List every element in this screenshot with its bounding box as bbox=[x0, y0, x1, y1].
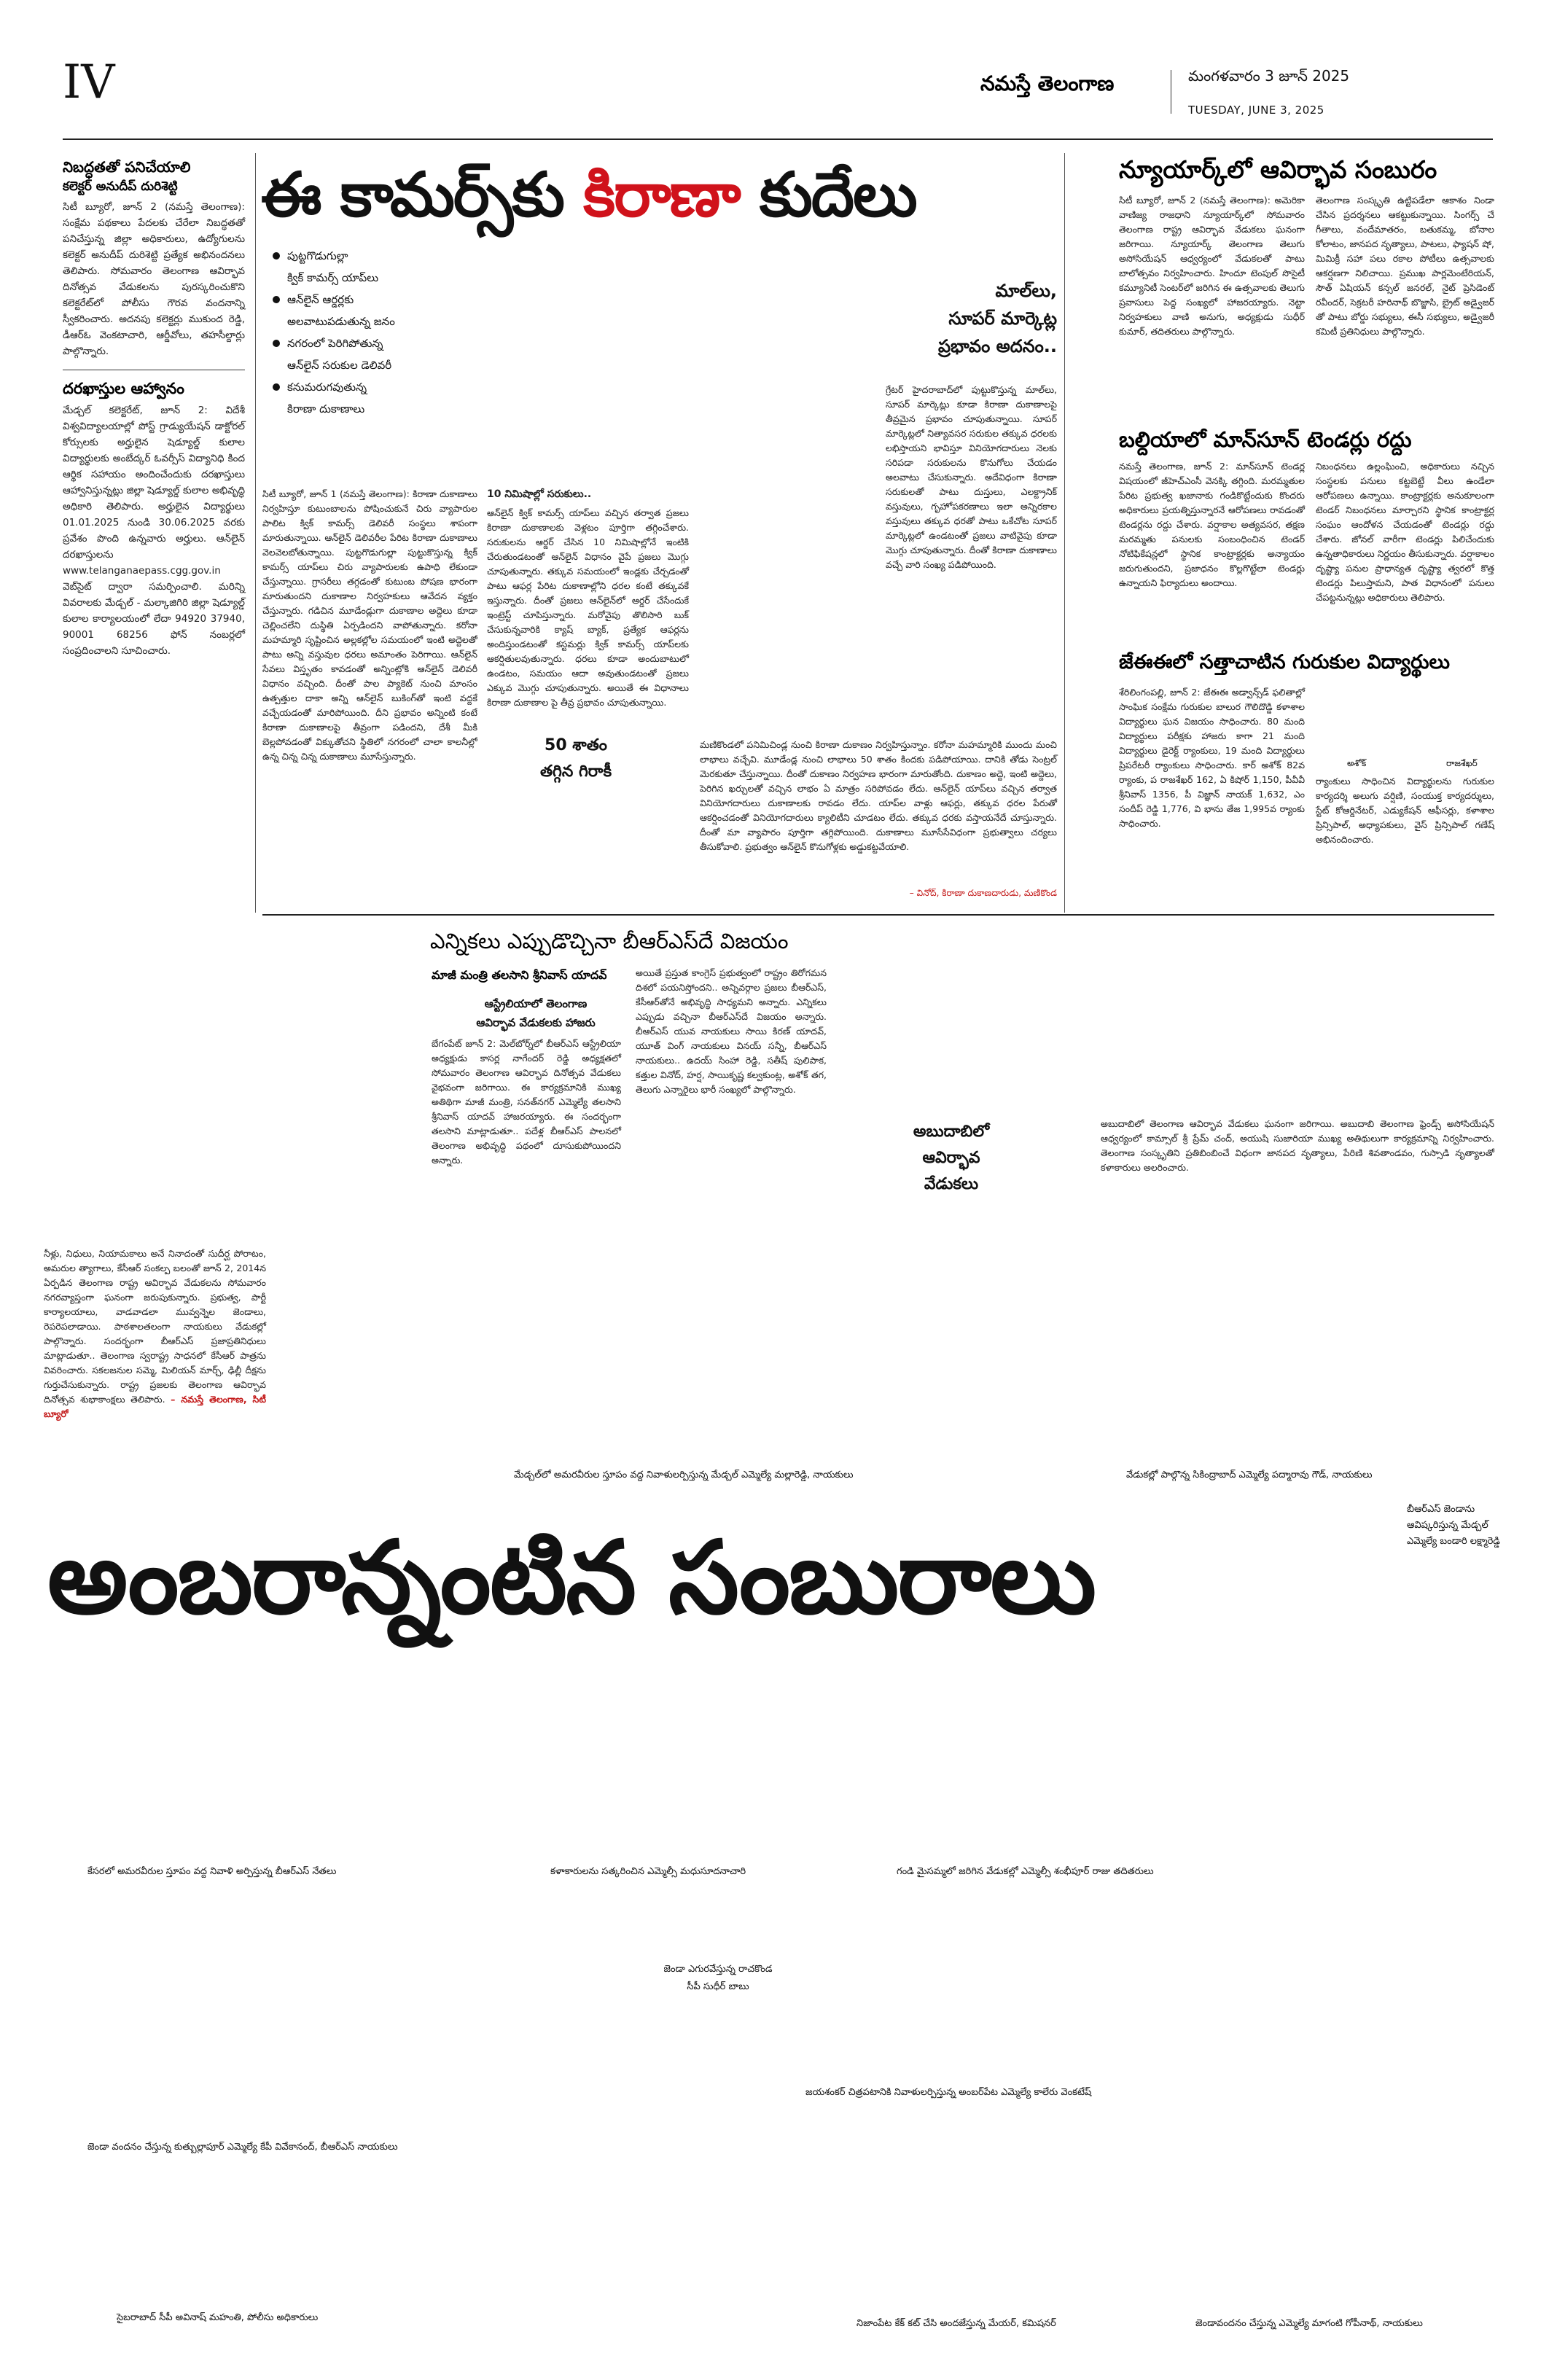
lead-attribution: – వినోద్, కిరాణా దుకాణదారుడు, మణికొండ bbox=[909, 888, 1057, 898]
right-headline-3: జేఈఈలో సత్తాచాటిన గురుకుల విద్యార్థులు bbox=[1119, 651, 1450, 674]
lead-headline-part1: ఈ కామర్స్‌కు bbox=[261, 159, 584, 230]
mid-col-a-text: బేగంపేట్ జూన్ 2: మెల్‌బోర్న్‌లో బీఆర్ఎస్ ఆస్ట్రేలియా అధ్యక్షుడు కాసర్ల నాగేందర్ రెడ్డి అధ్యక్షతలో సోమవారం తెలంగాణ ఆవిర్భావ దినోత్సవ వేడుకలు వైభవంగా జరిగాయి. ఈ కార్యక్రమానికి ముఖ్య అతిథిగా మాజీ మంత్రి, సనత్‌నగర్ ఎమ్మెల్యే తలసాని శ్రీనివాస్ యాదవ్ హాజరయ్యారు. ఈ సందర్భంగా తలసాని మాట్లాడుతూ.. పదేళ్ల బీఆర్ఎస్ పాలనలో తెలంగాణ అభివృద్ధి పథంలో దూసుకుపోయిందని అన్నారు. bbox=[432, 1038, 621, 1166]
lead-bullet-4: కనుమరుగవుతున్న కిరాణా దుకాణాలు bbox=[271, 376, 512, 420]
date-english: TUESDAY, JUNE 3, 2025 bbox=[1188, 104, 1324, 117]
right-headline-2: బల్దియాలో మాన్‌సూన్ టెండర్లు రద్దు bbox=[1119, 427, 1412, 452]
mid-subhead-2 bbox=[452, 994, 620, 1032]
left-story-2-text: మేడ్చల్ కలెక్టరేట్, జూన్ 2: విదేశీ విశ్వవిద్యాలయాల్లో పోస్ట్ గ్రాడ్యుయేషన్ డాక్టోరల్ కోర్సులకు అర్హులైన షెడ్యూల్డ్ కులాల విద్యార్థులకు అంబేద్కర్ ఓవర్సీస్ విద్యానిధి కింద ఆర్థిక సహాయం అందించేందుకు దరఖాస్తులు ఆహ్వానిస్తున్నట్లు జిల్లా షెడ్యూల్డ్ కులాల అభివృద్ధి అధికారి తెలిపారు. అర్హులైన విద్యార్థులు 01.01.2025 నుండి 30.06.2025 వరకు ప్రవేశం పొంది ఉన్నవారు అర్హులు. ఆన్‌లైన్ దరఖాస్తులను www.telanganaepass.cgg.gov.in వెబ్‌సైట్ ద్వారా సమర్పించాలి. మరిన్ని వివరాలకు మేడ్చల్ - మల్కాజిగిరి జిల్లా షెడ్యూల్డ్ కులాల కార్యాలయంలో లేదా 94920 37940, 90001 68256 ఫోన్ నంబర్లలో సంప్రదించాలని సూచించారు. bbox=[63, 405, 245, 657]
abudhabi-headline-line-2: ఆవిర్భావ వేడుకలు bbox=[922, 1149, 980, 1193]
page-numeral: IV bbox=[63, 55, 115, 109]
right-story-2-col-a: నమస్తే తెలంగాణ, జూన్ 2: మాన్‌సూన్ టెండర్ల విషయంలో జీహెచ్ఎంసీ వెనక్కి తగ్గింది. మరమ్మతుల పేరిట ప్రభుత్వ ఖజానాకు గండికొట్టేందుకు కొందరు అధికారులు ప్రయత్నిస్తున్నారనే ఆరోపణలు రావడంతో టెండర్లను రద్దు చేశారు. వర్షాకాల అత్యవసర, తక్షణ మరమ్మతు పనులకు సంబంధించిన టెండర్ నోటిఫికేషన్లలో స్థానిక కాంట్రాక్టర్లకు అన్యాయం జరుగుతుందని, ప్రజాధనం కొల్లగొట్టేలా టెండర్లు ఉన్నాయని ఫిర్యాదులు అందాయి. bbox=[1119, 461, 1305, 588]
lead-callout-line-1: 50 శాతం bbox=[545, 736, 607, 754]
abudhabi-story-text: అబుదాబిలో తెలంగాణ ఆవిర్భావ వేడుకలు ఘనంగా జరిగాయి. అబుదాబి తెలంగాణ ఫ్రెండ్స్ అసోసియేషన్ ఆధ్వర్యంలో కామ్సాల్ శ్రీ ప్రేమ్ చంద్, అయుషి సుజారియా ముఖ్య అతిథులుగా కార్యక్రమాన్ని నిర్వహించారు. తెలంగాణ సంస్కృతిని ప్రతిబింబించే విధంగా జానపద నృత్యాలు, పేరిణి శివతాండవం, గుస్సాడి నృత్యాలతో కళాకారులు అలరించారు. bbox=[1101, 1118, 1494, 1173]
right-story-2-col-b: నిబంధనలు ఉల్లంఘించి, అధికారులు నచ్చిన సంస్థలకు పనులు కట్టబెట్టే వీలు ఉండేలా ఆరోపణలు ఉన్నాయి. కాంట్రాక్టర్లకు అనుకూలంగా టెండర్ నిబంధనలు మార్చారని స్థానిక కాంట్రాక్టర్ల సంఘం ఆందోళన చేయడంతో టెండర్లు రద్దు చేశారు. జోనల్ వారీగా టెండర్లు పిలిచేందుకు ఉన్నతాధికారులు నిర్ణయం తీసుకున్నారు. వర్షాకాలం దృష్ట్యా పనుల ప్రాధాన్యత దృష్ట్యా త్వరలో కొత్త టెండర్లు పిలుస్తామని, పాత విధానంలో పనులు చేపట్టనున్నట్లు అధికారులు తెలిపారు. bbox=[1316, 461, 1494, 603]
lead-col-4-text: మణికొండలో పనిమిచిండ్ల నుంచి కిరాణా దుకాణం నిర్వహిస్తున్నాం. కరోనా మహమ్మారికి ముందు మంచి లాభాలు వచ్చేవి. మూడేండ్ల నుంచి లాభాలు 50 శాతం కిందకు పడిపోయాయి. దానికి తోడు సెంట్రల్ మెరకుతూ చేస్తున్నాయి. దీంతో దుకాణం నిర్వహణ భారంగా మారుతోంది. దుకాణం అద్దె, ఇంటి అద్దెలు, పెరిగిన ఖర్చులతో వచ్చిన లాభం ఏ మాత్రం సరిపోవడం లేదు. ఆన్‌లైన్ యాప్‌లు వచ్చిన తర్వాత వినియోగదారులు దుకాణాలకు రావడం లేదు. యాప్‌ల వాళ్లు ఆఫర్లు, తక్కువ ధరల పేరుతో ఆకర్షించడంతో వినియోగదారులు క్యాలిటీని చూడటం లేదు. తక్కువ ధరకు వస్తాయనేదే చూస్తున్నారు. దీంతో మా వ్యాపారం పూర్తిగా తగ్గిపోయింది. దుకాణాలు మూసేసేవిధంగా ప్రభుత్వాలు చర్యలు తీసుకోవాలి. ప్రభుత్వం ఆన్‌లైన్ కొనుగోళ్లకు అడ్డుకట్టవేయాలి. bbox=[700, 739, 1057, 852]
date-telugu: మంగళవారం 3 జూన్ 2025 bbox=[1188, 67, 1350, 85]
lead-col-3-text: గ్రేటర్ హైదరాబాద్‌లో పుట్టుకొస్తున్న మాల్‌లు, సూపర్ మార్కెట్లు కూడా కిరాణా దుకాణాలపై తీవ్రమైన ప్రభావం చూపుతున్నాయి. సూపర్ మార్కెట్లలో నిత్యావసర సరుకుల తక్కువ ధరలకు లభిస్తాయని భావిస్తూ వినియోగదారులు నెలకు సరిపడా సరుకులను కొనుగోలు చేయడం అలవాటు చేసుకున్నారు. అదేవిధంగా కిరాణా సరుకులతో పాటు దుస్తులు, ఎలక్ట్రానిక్ వస్తువులు, గృహోపకరణాలు ఇలా అన్నిరకాల వస్తువులు తక్కువ ధరతో పాటు ఒకేచోట సూపర్ మార్కెట్లలో ఉండటంతో ప్రజలు వాటివైపు కూడా మొగ్గు చూపుతున్నారు. దీంతో కిరాణా దుకాణాలు వచ్చే వారి సంఖ్య పడిపోయింది. bbox=[886, 384, 1057, 570]
photo-caption-maganti: జెండావందనం చేస్తున్న ఎమ్మెల్యే మాగంటి గోపీనాథ్, నాయకులు bbox=[1195, 2318, 1423, 2329]
photo-caption-madhusudanachari: కళాకారులను సత్కరించిన ఎమ్మెల్సీ మధుసూదనాచారి bbox=[550, 1866, 746, 1877]
right-headline-1: న్యూయార్క్‌లో ఆవిర్భావ సంబురం bbox=[1119, 155, 1437, 184]
photo-caption-ashok: అశోక్ bbox=[1347, 758, 1367, 768]
lead-col-2-subhead: 10 నిమిషాల్లో సరుకులు.. bbox=[487, 488, 592, 500]
lead-col-2 bbox=[487, 487, 689, 710]
left-headline-1: నిబద్ధతతో పనిచేయాలి bbox=[63, 158, 191, 176]
photo-caption-gandimaisamma: గండి మైసమ్మలో జరిగిన వేడుకల్లో ఎమ్మెల్సీ శంభీపూర్ రాజు తదితరులు bbox=[897, 1866, 1154, 1877]
abudhabi-headline bbox=[893, 1119, 1010, 1198]
lead-deck-line-1: మాల్‌లు, bbox=[995, 281, 1057, 301]
lead-bullet-3: నగరంలో పెరిగిపోతున్న ఆన్‌లైన్ సరుకుల డెలివరీ bbox=[271, 332, 512, 376]
lead-col-2-text: ఆన్‌లైన్ క్విక్ కామర్స్ యాప్‌లు వచ్చిన తర్వాత ప్రజలు కిరాణా దుకాణాలకు వెళ్లటం పూర్తిగా తగ్గించేశారు. సరుకులను ఆర్డర్ చేసిన 10 నిమిషాల్లోనే ఇంటికి చేరుతుండటంతో ఆన్‌లైన్ విధానం వైపే ప్రజలు మొగ్గు చూపుతున్నారు. తక్కువ సమయంలో ఇండ్లకు చేర్చడంతో పాటు ఆఫర్ల పేరిట దుకాణాల్లోని ధరల కంటే తక్కువకే ఇస్తున్నారు. దీంతో ప్రజలు ఆన్‌లైన్‌లో ఆర్డర్ చేసేందుకే ఇంట్రెస్ట్ చూపిస్తున్నారు. మరోవైపు తొలిసారి బుక్ చేసుకున్నవారికి క్యాష్ బ్యాక్, ప్రత్యేక ఆఫర్లను అందిస్తుండటంతో కస్టమర్లు క్విక్ కామర్స్ యాప్‌లకు ఆకర్షితులవుతున్నారు. ధరలు కూడా అందుబాటులో ఉండటం, సమయం ఆదా అవుతుండటంతో ప్రజలు ఎక్కువ మొగ్గు చూపుతున్నారు. అయితే ఈ విధానాలు కిరాణా దుకాణాల పై తీవ్ర ప్రభావం చూపుతున్నాయి. bbox=[487, 507, 689, 708]
lead-callout-line-2: తగ్గిన గిరాకీ bbox=[539, 762, 612, 781]
mid-col-b-text: అయితే ప్రస్తుత కాంగ్రెస్ ప్రభుత్వంలో రాష్ట్రం తిరోగమన దిశలో పయనిస్తోందని.. అన్నివర్గాల ప్రజలు బీఆర్ఎస్, కేసీఆర్‌తోనే అభివృద్ధి సాధ్యమని అన్నారు. ఎన్నికలు ఎప్పుడు వచ్చినా బీఆర్ఎస్‌దే విజయం అన్నారు. బీఆర్ఎస్ యువ నాయకులు సాయి కిరణ్ యాదవ్, యూత్ వింగ్ నాయకులు వినయ్ సన్నీ, బీఆర్ఎస్ నాయకులు.. ఉదయ్ సింహా రెడ్డి, సతీష్ పులిపాక, కత్తుల వినోద్, హర్ష, సాయికృష్ణ కల్వకుంట్ల, అశోక్ తగ, తెలుగు ఎన్నారైలు భారీ సంఖ్యలో పాల్గొన్నారు. bbox=[636, 967, 827, 1095]
lead-deck-line-2: సూపర్ మార్కెట్ల bbox=[948, 308, 1057, 329]
lead-deck bbox=[882, 277, 1057, 360]
mid-subhead-2-line-1: ఆస్ట్రేలియాలో తెలంగాణ bbox=[484, 997, 588, 1010]
photo-caption-rajashekar: రాజశేఖర్ bbox=[1446, 758, 1478, 768]
left-story-1-text: సిటీ బ్యూరో, జూన్ 2 (నమస్తే తెలంగాణ): సంక్షేమ పథకాలు పేదలకు చేరేలా నిబద్ధతతో పనిచేస్తున్న జిల్లా అధికారులు, ఉద్యోగులను కలెక్టర్ అనుదీప్ దురిశెట్టి ప్రత్యేక అభినందనలు తెలిపారు. సోమవారం తెలంగాణ ఆవిర్భావ దినోత్సవ వేడుకలను పురస్కరించుకొని కలెక్టరేట్‌లో పోలీసు గౌరవ వందనాన్ని స్వీకరించారు. అదనపు కలెక్టర్లు ముకుంద రెడ్డి, డీఆర్ఓ వెంకటాచారి, ఆర్డీవోలు, తహసీల్దార్లు పాల్గొన్నారు. bbox=[63, 201, 245, 357]
left-column bbox=[63, 157, 245, 659]
lead-bullet-2: ఆన్‌లైన్ ఆర్డర్లకు అలవాటుపడుతున్న జనం bbox=[271, 289, 512, 332]
left-subheadline-1: కలెక్టర్ అనుదీప్ దురిశెట్టి bbox=[63, 179, 178, 194]
right-story-1-col-b: తెలంగాణ సంస్కృతి ఉట్టిపడేలా ఆకాశం నిండా చేసిన ప్రదర్శనలు ఆకట్టుకున్నాయి. సింగర్స్ చే గీతాలు, వందేమాతరం, బతుకమ్మ, బోనాల కోలాటం, జానపద నృత్యాలు, పాటలు, ఫ్యాషన్ షో, మిమిక్రీ సహా పలు రకాల పోటీలు ఉత్సవాలకు ఆకర్షణగా నిలిచాయి. ప్రముఖ పార్లమెంటేరియన్, సౌత్ ఏషియన్ కన్సల్ జనరల్, నైట్ ప్రెసిడెంట్ రవీందర్, సెక్రటరీ హరినాథ్ బొజ్జాసి, బ్రైట్ అడ్వైజర్ తో పాటు బోర్డు సభ్యులు, ఈసీ సభ్యులు, అడ్వైజరీ కమిటీ ప్రతినిధులు పాల్గొన్నారు. bbox=[1316, 195, 1494, 337]
lead-bullet-list bbox=[271, 245, 512, 420]
photo-caption-cyberabad-cp: సైబరాబాద్ సీపీ అవినాష్ మహంతి, పోలీసు అధికారులు bbox=[117, 2312, 319, 2323]
photo-caption-medchal-martyrs: మేడ్చల్‌లో అమరవీరుల స్తూపం వద్ద నివాళులర్పిస్తున్న మేడ్చల్ ఎమ్మెల్యే మల్లారెడ్డి, నాయకులు bbox=[514, 1470, 854, 1480]
photo-caption-rachakonda-cp: జెండా ఎగురవేస్తున్న రాచకొండ సీపీ సుధీర్ బాబు bbox=[663, 1964, 773, 1992]
right-story-1-col-a: సిటీ బ్యూరో, జూన్ 2 (నమస్తే తెలంగాణ): అమెరికా వాణిజ్య రాజధాని న్యూయార్క్‌లో సోమవారం తెలంగాణ రాష్ట్ర ఆవిర్భావ వేడుకలు ఘనంగా జరిగాయి. న్యూయార్క్ తెలంగాణ తెలుగు అసోసియేషన్ ఆధ్వర్యంలో వేడుకలతో పాటు బాలోత్సవం నిర్వహించారు. హిందూ టెంపుల్ సొసైటీ కమ్యూనిటీ సెంటర్‌లో జరిగిన ఈ ఉత్సవాలకు తెలుగు ప్రవాసులు పెద్ద సంఖ్యలో హాజరయ్యారు. నెట్టా నిర్వహకులు వాణి అనుగు, అధ్యక్షుడు సుధీర్ కుమార్, తదితరులు పాల్గొన్నారు. bbox=[1119, 195, 1305, 337]
photo-caption-amberpet: జయశంకర్ చిత్రపటానికి నివాళులర్పిస్తున్న అంబర్‌పేట ఎమ్మెల్యే కాలేరు వెంకటేష్ bbox=[805, 2087, 1092, 2098]
bottom-big-headline: అంబరాన్నంటిన సంబురాలు bbox=[47, 1519, 1096, 1636]
lead-headline bbox=[261, 155, 916, 235]
left-headline-2: దరఖాస్తుల ఆహ్వానం bbox=[63, 380, 184, 397]
bottom-lede-signature: – నమస్తే తెలంగాణ, సిటీ బ్యూరో bbox=[44, 1394, 266, 1419]
bottom-lede-text: నీళ్లు, నిధులు, నియామకాలు అనే నినాదంతో సుదీర్ఘ పోరాటం, అమరుల త్యాగాలు, కేసీఆర్ సంకల్ప బలంతో జూన్ 2, 2014న ఏర్పడిన తెలంగాణ రాష్ట్ర ఆవిర్భావ వేడుకలను సోమవారం నగరవ్యాప్తంగా ఘనంగా జరుపుకున్నారు. ప్రభుత్వ, పార్టీ కార్యాలయాలు, వాడవాడలా మువ్వన్నెల జెండాలు, రెపరెపలాడాయి. పాఠశాలతలంగా నాయకులు వేడుకల్లో పాల్గొన్నారు. సందర్భంగా బీఆర్ఎస్ ప్రజాప్రతినిధులు మాట్లాడుతూ.. తెలంగాణ స్వరాష్ట్ర సాధనలో కేసీఆర్ పాత్రను వివరించారు. సకలజనుల సమ్మె, మిలియన్ మార్చ్, ఢిల్లీ దీక్షను గుర్తుచేసుకున్నారు. రాష్ట్ర ప్రజలకు తెలంగాణ ఆవిర్భావ దినోత్సవ శుభాకాంక్షలు తెలిపారు. – నమస్తే తెలంగాణ, సిటీ బ్యూరో bbox=[44, 1248, 266, 1419]
right-story-3-col-b: ర్యాంకులు సాధించిన విద్యార్థులను గురుకుల కార్యదర్శి అలుగు వర్షిణి, సంయుక్త కార్యదర్శులు, స్టేట్ కోఆర్డినేటర్, ఎడ్యుకేషన్ ఆఫీసర్లు, కళాశాల ప్రిన్సిపాల్, అధ్యాపకులు, వైస్ ప్రిన్సిపాల్ గణేష్ అభినందించారు. bbox=[1316, 776, 1494, 845]
lead-callout bbox=[474, 733, 678, 785]
mid-headline: ఎన్నికలు ఎప్పుడొచ్చినా బీఆర్ఎస్‌దే విజయం bbox=[430, 929, 789, 953]
photo-caption-quthbullapur: జెండా వందనం చేస్తున్న కుత్బుల్లాపూర్ ఎమ్మెల్యే కేపీ వివేకానంద్, బీఆర్ఎస్ నాయకులు bbox=[87, 2142, 398, 2153]
lead-deck-line-3: ప్రభావం అదనం.. bbox=[937, 336, 1057, 356]
lead-col-1-text: సిటీ బ్యూరో, జూన్ 1 (నమస్తే తెలంగాణ): కిరాణా దుకాణాలు నిర్వహిస్తూ కుటుంబాలను పోషించుకునే చిరు వ్యాపారుల పాలిట క్విక్ కామర్స్ డెలివరీ సంస్థలు శాపంగా మారుతున్నాయి. ఆన్‌లైన్ డెలివరీల పేరిట కిరాణా దుకాణాలు వెలవెలబోతున్నాయి. పుట్టగొడుగుల్లా పుట్టుకొస్తున్న క్విక్ కామర్స్ యాప్‌లు చిరు వ్యాపారులకు ఉపాధి లేకుండా చేస్తున్నాయి. గ్రాసరీలు తగ్గడంతో కుటుంబ పోషణ భారంగా మారుతుందని దుకాణాల నిర్వహకులు ఆవేదన వ్యక్తం చేస్తున్నారు. గడిచిన మూడేండ్లుగా దుకాణాల అద్దెలు కూడా చెల్లించలేని దుస్థితి ఏర్పడిందని వాపోతున్నారు. కరోనా మహమ్మారి సృష్టించిన అల్లకల్లోల సమయంలో ఇంటి అద్దెలతో పాటు అన్ని వస్తువుల ధరలు అమాంతం పెరిగాయి. ఆన్‌లైన్ సేవలు విస్తృతం కావడంతో అన్నింట్లోకి ఆన్‌లైన్ డెలివరీ విధానం వచ్చింది. దీంతో పాల ప్యాకెట్ నుంచి మాంసం ఉత్పత్తుల దాకా అన్ని ఆన్‌లైన్ బుకింగ్‌తో ఇంటి వద్దకే వచ్చేయడంతో మారిపోయింది. దీని ప్రభావం అన్నింటి కంటే కిరాణా దుకాణాలపై తీవ్రంగా పడిందని, దేశీ మీకి బెల్లపోవడంతో విక్కుతోచని స్థితిలో నగరంలో చాలా కాలనీల్లో ఉన్న చిన్న చిన్న దుకాణాలు మూసేస్తున్నారు. bbox=[262, 488, 477, 762]
mid-subhead-2-line-2: ఆవిర్భావ వేడుకలకు హాజరు bbox=[476, 1016, 596, 1029]
photo-caption-nizampet: నిజాంపేట కేక్ కట్ చేసి అందజేస్తున్న మేయర్, కమిషనర్ bbox=[856, 2318, 1056, 2329]
lead-bullet-1: పుట్టగొడుగుల్లా క్విక్ కామర్స్ యాప్‌లు bbox=[271, 245, 512, 289]
photo-caption-kesara: కేసరలో అమరవీరుల స్తూపం వద్ద నివాళి అర్పిస్తున్న బీఆర్ఎస్ నేతలు bbox=[87, 1866, 337, 1877]
abudhabi-headline-line-1: అబుదాబిలో bbox=[913, 1123, 990, 1141]
lead-headline-part3: కుదేలు bbox=[739, 159, 916, 230]
photo-caption-secunderabad: వేడుకల్లో పాల్గొన్న సికింద్రాబాద్ ఎమ్మెల్యే పద్మారావు గౌడ్, నాయకులు bbox=[1126, 1470, 1373, 1480]
masthead-logo: నమస్తే తెలంగాణ bbox=[980, 71, 1115, 95]
photo-caption-medchal-flag: బీఆర్ఎస్ జెండాను ఆవిష్కరిస్తున్న మేడ్చల్ ఎమ్మెల్యే బండారి లక్ష్మారెడ్డి bbox=[1407, 1504, 1500, 1547]
mid-subhead-1: మాజీ మంత్రి తలసాని శ్రీనివాస్ యాదవ్ bbox=[432, 968, 607, 982]
lead-headline-kirana: కిరాణా bbox=[583, 159, 740, 230]
right-story-3-col-a: శేరిలింగంపల్లి, జూన్ 2: జేఈఈ అడ్వాన్స్‌డ్ ఫలితాల్లో సాంఘిక సంక్షేమ గురుకుల బాలుర గౌలిదొడ్డి కళాశాల విద్యార్థులు ఘన విజయం సాధించారు. 80 మంది విద్యార్థులు పరీక్షకు హాజరు కాగా 21 మంది విద్యార్థులు డైరెక్ట్ ర్యాంకులు, 19 మంది విద్యార్థులు ప్రిపరేటరీ ర్యాంకులు సాధించారు. కార్ అశోక్ 82వ ర్యాంకు, ప రాజశేఖర్ 162, ఏ కిషోర్ 1,150, పీవీవీ శ్రీనివాస్ 1356, పీ విజ్ఞాన్ నాయక్ 1,632, ఎం సందీప్ రెడ్డి 1,776, వి భాను తేజ 1,995వ ర్యాంకు సాధించారు. bbox=[1119, 687, 1305, 829]
